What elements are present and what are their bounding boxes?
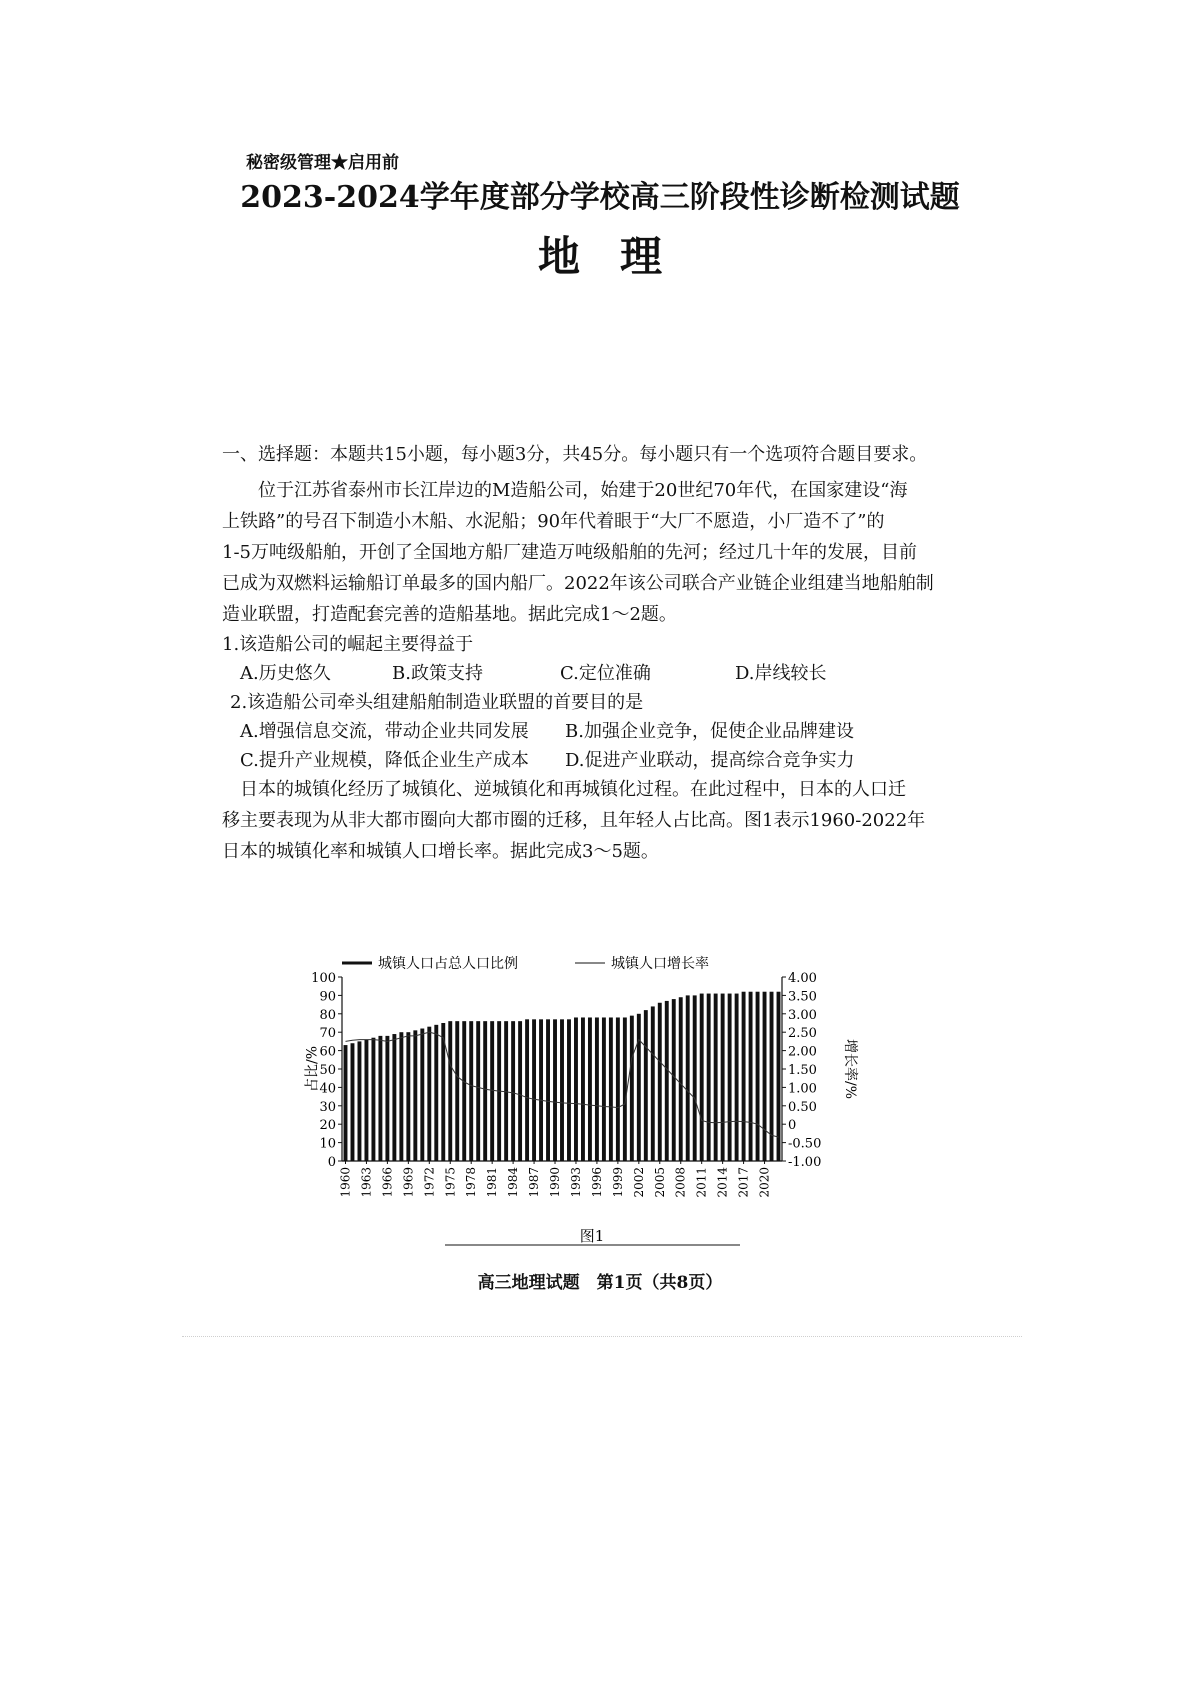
bar-1987	[532, 1019, 536, 1161]
y2-tick-label: -0.50	[788, 1136, 822, 1152]
bar-2008	[679, 997, 683, 1161]
bar-2012	[707, 994, 711, 1161]
bar-1997	[602, 1017, 606, 1161]
bar-1992	[567, 1019, 571, 1161]
x-tick-label: 1972	[422, 1167, 437, 1198]
bar-1962	[358, 1041, 362, 1161]
bar-1989	[546, 1019, 550, 1161]
bar-1995	[588, 1017, 592, 1161]
page-divider	[182, 1336, 1022, 1337]
x-tick-label: 1981	[485, 1167, 500, 1198]
bar-1975	[448, 1021, 452, 1161]
x-tick-label: 1975	[443, 1167, 458, 1198]
q1-option-b: B.政策支持	[392, 663, 483, 684]
bar-1984	[511, 1021, 515, 1161]
x-tick-label: 1999	[610, 1167, 625, 1198]
exam-title: 2023-2024学年度部分学校高三阶段性诊断检测试题	[240, 180, 960, 215]
q2-option-b: B.加强企业竞争，促使企业品牌建设	[565, 721, 854, 742]
x-tick-label: 2011	[694, 1167, 709, 1198]
y2-tick-label: 4.00	[788, 971, 817, 986]
x-tick-label: 1966	[380, 1167, 395, 1198]
chart-caption: 图1	[579, 1227, 605, 1245]
bar-1998	[609, 1017, 613, 1161]
q1-option-d: D.岸线较长	[735, 663, 827, 684]
bar-1994	[581, 1017, 585, 1161]
passage1-line: 造业联盟，打造配套完善的造船基地。据此完成1～2题。	[222, 604, 677, 625]
bar-2009	[686, 995, 690, 1161]
x-tick-label: 2005	[652, 1167, 667, 1198]
bar-2018	[749, 992, 753, 1161]
section-heading: 一、选择题：本题共15小题，每小题3分，共45分。每小题只有一个选项符合题目要求。	[222, 444, 928, 465]
bar-2011	[700, 994, 704, 1161]
x-tick-label: 1984	[506, 1167, 521, 1198]
bar-2014	[721, 994, 725, 1161]
x-tick-label: 2017	[736, 1167, 751, 1198]
bar-1961	[351, 1043, 355, 1161]
bar-2004	[651, 1006, 655, 1161]
x-tick-label: 1990	[548, 1167, 563, 1198]
y2-tick-label: 2.00	[788, 1044, 817, 1060]
passage1-line: 已成为双燃料运输船订单最多的国内船厂。2022年该公司联合产业链企业组建当地船舶制	[222, 573, 934, 594]
bar-1972	[427, 1027, 431, 1161]
y-tick-label: 80	[319, 1007, 336, 1023]
bar-2022	[777, 992, 781, 1161]
q2-option-c: C.提升产业规模，降低企业生产成本	[240, 750, 529, 771]
q1-option-a: A.历史悠久	[240, 663, 331, 684]
bar-2015	[728, 994, 732, 1161]
x-tick-label: 1960	[338, 1167, 353, 1198]
x-tick-label: 2002	[631, 1167, 646, 1198]
bar-2013	[714, 994, 718, 1161]
bar-1981	[490, 1021, 494, 1161]
x-tick-label: 2014	[715, 1167, 730, 1198]
y2-tick-label: -1.00	[788, 1155, 822, 1170]
passage2-line: 日本的城镇化经历了城镇化、逆城镇化和再城镇化过程。在此过程中，日本的人口迁	[240, 779, 906, 800]
y-tick-label: 30	[319, 1099, 336, 1115]
y2-tick-label: 0	[788, 1118, 797, 1134]
y-tick-label: 60	[319, 1044, 336, 1060]
q1-option-c: C.定位准确	[560, 663, 651, 684]
y-tick-label: 90	[319, 989, 336, 1005]
bar-1971	[420, 1029, 424, 1161]
y-axis-label: 占比/%	[304, 1045, 321, 1093]
bar-1973	[434, 1025, 438, 1161]
y-tick-label: 50	[319, 1063, 336, 1078]
bar-1968	[399, 1032, 403, 1161]
bar-1990	[553, 1019, 557, 1161]
urbanization-chart	[300, 955, 860, 1250]
passage1-line: 位于江苏省泰州市长江岸边的M造船公司，始建于20世纪70年代，在国家建设“海	[258, 480, 908, 501]
bar-1986	[525, 1019, 529, 1161]
bar-1980	[483, 1021, 487, 1161]
bar-1996	[595, 1017, 599, 1161]
bar-1999	[616, 1017, 620, 1161]
bar-1960	[344, 1045, 348, 1161]
legend-label-ratio: 城镇人口占总人口比例	[378, 956, 518, 972]
bar-1979	[476, 1021, 480, 1161]
x-tick-label: 2008	[673, 1167, 688, 1198]
x-tick-label: 1987	[527, 1167, 542, 1198]
bar-2002	[637, 1014, 641, 1161]
page-footer: 高三地理试题 第1页（共8页）	[477, 1273, 723, 1293]
y2-tick-label: 1.00	[788, 1081, 817, 1097]
bar-1993	[574, 1017, 578, 1161]
bar-2020	[763, 992, 767, 1161]
bar-1963	[364, 1040, 368, 1161]
bar-1977	[462, 1021, 466, 1161]
y-tick-label: 100	[311, 971, 336, 986]
y2-axis-label: 增长率/%	[842, 1038, 858, 1100]
bar-2019	[756, 992, 760, 1161]
bar-1976	[455, 1021, 459, 1161]
y-tick-label: 40	[319, 1081, 336, 1097]
chart-legend	[342, 955, 709, 972]
bar-2010	[693, 995, 697, 1161]
x-tick-label: 2020	[757, 1167, 772, 1198]
x-tick-label: 1993	[568, 1167, 583, 1198]
bar-2006	[665, 1001, 669, 1161]
question-stem-1: 1.该造船公司的崛起主要得益于	[222, 634, 474, 655]
bar-1983	[504, 1021, 508, 1161]
bar-2007	[672, 999, 676, 1161]
x-tick-label: 1963	[359, 1167, 374, 1198]
y2-tick-label: 3.00	[788, 1007, 817, 1023]
bar-1967	[392, 1034, 396, 1161]
bar-1969	[406, 1032, 410, 1161]
bar-1991	[560, 1019, 564, 1161]
subject-title: 地理	[537, 232, 702, 281]
legend-label-growth: 城镇人口增长率	[611, 956, 709, 972]
y-tick-label: 10	[319, 1136, 336, 1152]
passage2-line: 日本的城镇化率和城镇人口增长率。据此完成3～5题。	[222, 841, 659, 862]
y-tick-label: 70	[319, 1026, 336, 1042]
bar-2000	[623, 1017, 627, 1161]
q2-option-d: D.促进产业联动，提高综合竞争实力	[565, 750, 855, 771]
bar-1978	[469, 1021, 473, 1161]
x-tick-label: 1978	[464, 1167, 479, 1198]
bar-2017	[742, 992, 746, 1161]
question-stem-2: 2.该造船公司牵头组建船舶制造业联盟的首要目的是	[230, 692, 644, 713]
confidentiality-label: 秘密级管理★启用前	[246, 153, 399, 173]
x-tick-label: 1969	[401, 1167, 416, 1198]
x-tick-label: 1996	[589, 1167, 604, 1198]
bar-2016	[735, 994, 739, 1161]
y2-tick-label: 1.50	[788, 1063, 817, 1078]
bar-1970	[413, 1030, 417, 1161]
bar-2003	[644, 1010, 648, 1161]
passage1-line: 上铁路”的号召下制造小木船、水泥船；90年代着眼于“大厂不愿造，小厂造不了”的	[222, 511, 885, 532]
y-tick-label: 20	[319, 1118, 336, 1134]
bar-1965	[378, 1036, 382, 1161]
bar-2005	[658, 1003, 662, 1161]
bar-1985	[518, 1021, 522, 1161]
bar-2001	[630, 1016, 634, 1161]
passage1-line: 1-5万吨级船舶，开创了全国地方船厂建造万吨级船舶的先河；经过几十年的发展，目前	[222, 542, 917, 563]
q2-option-a: A.增强信息交流，带动企业共同发展	[240, 721, 529, 742]
y2-tick-label: 0.50	[788, 1099, 817, 1115]
bar-1966	[385, 1036, 389, 1161]
y2-tick-label: 3.50	[788, 989, 817, 1005]
passage2-line: 移主要表现为从非大都市圈向大都市圈的迁移，且年轻人占比高。图1表示1960-2022年	[222, 810, 926, 831]
bar-series	[344, 992, 781, 1161]
y2-tick-label: 2.50	[788, 1026, 817, 1042]
bar-1964	[371, 1038, 375, 1161]
y-tick-label: 0	[327, 1155, 336, 1170]
bar-1988	[539, 1019, 543, 1161]
